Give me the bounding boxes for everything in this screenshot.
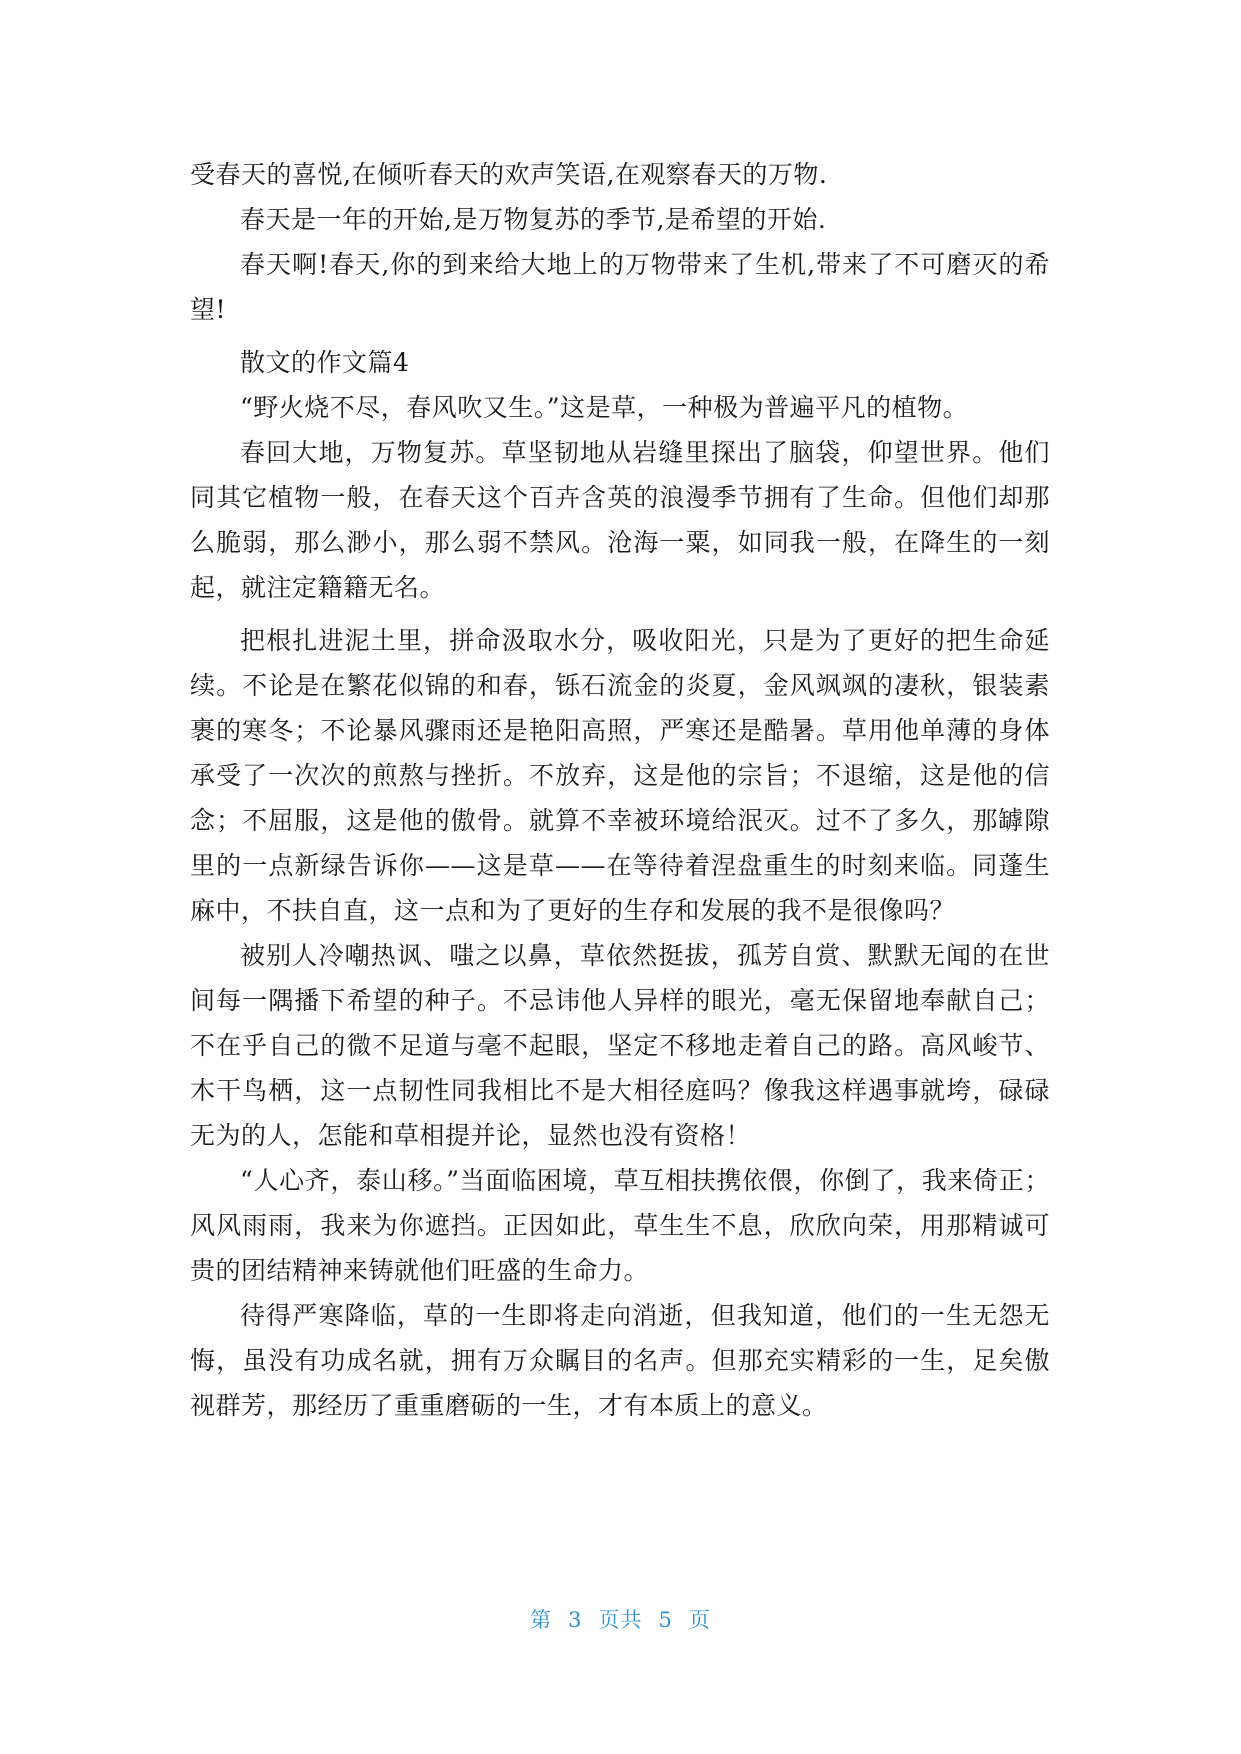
total-pages-number: 5 [658, 1608, 673, 1632]
paragraph: 被别人冷嘲热讽、嗤之以鼻，草依然挺拔，孤芳自赏、默默无闻的在世间每一隅播下希望的种子。不忌讳他人异样的眼光，毫无保留地奉献自己；不在乎自己的微不足道与毫不起眼，坚定不移地走着自己的路。高风峻节、木干鸟栖，这一点韧性同我相比不是大相径庭吗？像我这样遇事就垮，碌碌无为的人，怎能和草相提并论，显然也没有资格！ [190, 941, 1050, 1150]
page-footer [0, 1604, 1241, 1634]
page-mid: 页共 [598, 1608, 643, 1632]
paragraph: “野火烧不尽，春风吹又生。”这是草，一种极为普遍平凡的植物。 [240, 393, 969, 422]
current-page-number: 3 [568, 1608, 583, 1632]
paragraph: 把根扎进泥土里，拼命汲取水分，吸收阳光，只是为了更好的把生命延续。不论是在繁花似锦的和春，铄石流金的炎夏，金风飒飒的凄秋，银装素裹的寒冬；不论暴风骤雨还是艳阳高照，严寒还是酷暑。草用他单薄的身体承受了一次次的煎熬与挫折。不放弃，这是他的宗旨；不退缩，这是他的信念；不屈服，这是他的傲骨。就算不幸被环境给泯灭。过不了多久，那罅隙里的一点新绿告诉你——这是草——在等待着涅盘重生的时刻来临。同蓬生麻中，不扶自直，这一点和为了更好的生存和发展的我不是很像吗？ [190, 626, 1050, 925]
page-prefix: 第 [530, 1608, 553, 1632]
paragraph: 春回大地，万物复苏。草坚韧地从岩缝里探出了脑袋，仰望世界。他们同其它植物一般，在春天这个百卉含英的浪漫季节拥有了生命。但他们却那么脆弱，那么渺小，那么弱不禁风。沧海一粟，如同我一般，在降生的一刻起，就注定籍籍无名。 [190, 438, 1050, 602]
paragraph: 春天是一年的开始,是万物复苏的季节,是希望的开始. [240, 205, 827, 234]
paragraph-continuation: 受春天的喜悦,在倾听春天的欢声笑语,在观察春天的万物. [190, 160, 828, 189]
paragraph: 春天啊!春天,你的到来给大地上的万物带来了生机,带来了不可磨灭的希望! [190, 250, 1050, 324]
document-body [190, 152, 1050, 1428]
paragraph: “人心齐，泰山移。”当面临困境，草互相扶携依偎，你倒了，我来倚正；风风雨雨，我来为你遮挡。正因如此，草生生不息，欣欣向荣，用那精诚可贵的团结精神来铸就他们旺盛的生命力。 [190, 1166, 1050, 1285]
page-suffix: 页 [688, 1608, 711, 1632]
section-heading: 散文的作文篇4 [240, 348, 410, 377]
paragraph: 待得严寒降临，草的一生即将走向消逝，但我知道，他们的一生无怨无悔，虽没有功成名就，拥有万众瞩目的名声。但那充实精彩的一生，足矣傲视群芳，那经历了重重磨砺的一生，才有本质上的意义。 [190, 1301, 1050, 1420]
